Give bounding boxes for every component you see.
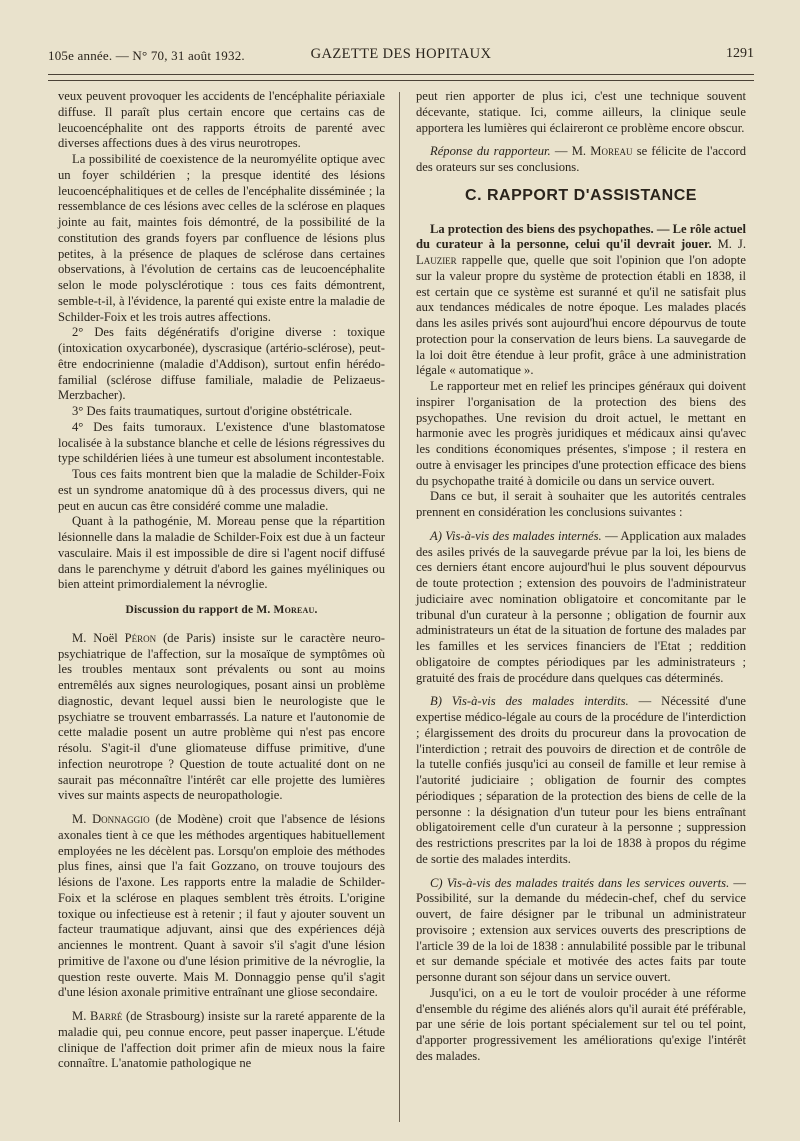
conclusion-b [416, 694, 746, 867]
conclusion-a-text: — Application aux malades des asiles privés de la sauvegarde prévue par la loi, les biens de ces derniers étant encore aujourd'hui le plus souvent dépourvus de toute protection ; extension des pouvoirs de l'administrateur judiciaire avec nomination obligatoire et concomitante par le tribunal d'un curateur à la personne ; obligation de fournir aux administrateurs un état de la situation de fortune des malades par les familles et les services financiers de l'Etat ; reddition obligatoire de comptes périodiques par les administrateurs ; gratuité des frais de procédure dans quelques cas déterminés. [416, 528, 746, 685]
spacer [58, 804, 385, 812]
conclusion-c-label: C) Vis-à-vis des malades traités dans les services ouverts. [430, 875, 730, 890]
paragraph: Quant à la pathogénie, M. Moreau pense que la répartition lésionnelle dans la maladie de Schilder-Foix est due à un facteur vasculaire. Mais il est impossible de dire si l'agent nocif diffusé dans le parenchyme y détruit d'abord les gaines myéliniques ou bien atteint primordialement la névroglie. [58, 514, 385, 592]
issue-info: 105e année. — N° 70, 31 août 1932. [48, 48, 245, 63]
conclusion-a [416, 529, 746, 687]
speaker-text: (de Paris) insiste sur le caractère neuro-psychiatrique de l'affection, sur la mosaïque de symptômes où les troubles mentaux sont prévalents ou sont au moins entremêlés aux signes neurologiques, posant ainsi un problème diagnostic, devant lequel aussi bien le neurologiste que le psychiatre se trouvent embarrassés. La nature et l'autonomie de cette maladie posent un autre problème qui n'est pas encore résolu. S'agit-il d'une gliomateuse diffuse primitive, d'une infection neurotrope ? Question de toute actualité dont on ne saurait pas méconnaître l'intérêt car elle projette des lumières vives sur maints aspects de neuropathologie. [58, 630, 385, 803]
header-rule [48, 74, 754, 81]
discussion-title-end: . [314, 604, 318, 616]
conclusion-b-label: B) Vis-à-vis des malades interdits. [430, 694, 629, 709]
journal-title: GAZETTE DES HOPITAUX [310, 46, 492, 62]
reply-name: Moreau [590, 144, 633, 159]
discussion-paragraph [58, 1009, 385, 1072]
spacer [58, 1001, 385, 1009]
paragraph: 3° Des faits traumatiques, surtout d'origine obstétricale. [72, 404, 353, 418]
discussion-title [58, 603, 385, 619]
paragraph: veux peuvent provoquer les accidents de l'encéphalite périaxiale diffuse. Il paraît plus certain encore que certains cas de leucoencéphalite ont des rapports étroits de parenté avec diverses affections dues à des virus neurotropes. [58, 89, 385, 151]
spacer [416, 521, 746, 529]
right-column [416, 89, 746, 1065]
conclusion-a-label: A) Vis-à-vis des malades internés. [430, 528, 602, 543]
speaker-name: Péron [124, 630, 157, 645]
discussion-paragraph [58, 812, 385, 1001]
section-title: C. RAPPORT D'ASSISTANCE [465, 186, 697, 204]
speaker-name: Barré [89, 1009, 123, 1023]
lead-text: rappelle que, quelle que soit l'opinion que l'on adopte sur la valeur propre du système de protection établi en 1838, il est certain que ce système est suranné et qu'il ne satisfait plus aux tendances médicales de notre époque. Les malades placés dans les asiles privés sont aujourd'hui encore dépourvus de toute protection pour la conservation de leurs biens. La sauvegarde de la loi doit être étendue à leur profit, grâce à une administration légale « automatique ». [416, 253, 746, 378]
discussion-title-name: Moreau [273, 604, 315, 616]
speaker-text: (de Strasbourg) insiste sur la rareté apparente de la maladie qui, peu connue encore, peut passer inaperçue. L'étude clinique de l'affection doit primer afin de mieux nous la faire connaître. L'anatomie pathologique ne [58, 1009, 385, 1071]
discussion-paragraph [58, 631, 385, 804]
conclusion-c [416, 876, 746, 986]
paragraph: La possibilité de coexistence de la neuromyélite optique avec un foyer schildérien ; la presque identité des lésions leucoencéphalitiques et de celles de l'encéphalite disséminée ; la ressemblance de ces lésions avec celles de la sclérose en plaques jointe au fait, maintes fois démontré, de la possibilité de la constitution des grands foyers par confluence de lésions plus petites, à la présence de plaques de sclérose dans certaines observations, à l'évolution de certains cas de leucoencéphalite selon le mode polysclérotique : tous ces faits démontrent, semble-t-il, à l'évidence, la parenté qui existe entre la maladie de Schilder-Foix et les trois autres affections. [58, 152, 385, 324]
discussion-title-text: Discussion du rapport de M. [125, 604, 274, 616]
paragraph: Dans ce but, il serait à souhaiter que les autorités centrales prennent en considération les conclusions suivantes : [416, 489, 746, 519]
reply-label: Réponse du rapporteur. [430, 144, 551, 159]
paragraph: peut rien apporter de plus ici, c'est une technique souvent décevante, statique. Ici, comme ailleurs, la clinique seule apportera les lumières qui éclaireront ce problème encore obscur. [416, 89, 746, 135]
spacer [416, 686, 746, 694]
paragraph: 2° Des faits dégénératifs d'origine diverse : toxique (intoxication oxycarbonée), dyscrasique (artério-sclérose), peut-être endocrinienne (maladie d'Addison), surtout enfin hérédo-familial (sclérose diffuse familiale, maladie de Pelizaeus-Merzbacher). [58, 325, 385, 403]
speaker-name: Donnaggio [92, 812, 150, 826]
lead-name: Lauzier [416, 253, 457, 267]
reply-prefix: — M. [550, 144, 591, 159]
left-column [58, 89, 385, 1072]
paragraph: Le rapporteur met en relief les principes généraux qui doivent inspirer l'organisation de la protection des biens des psychopathes. Une revision du droit actuel, le mettant en harmonie avec les progrès juridiques et médicaux ainsi qu'avec les conditions économiques présentes, s'impose ; il restera en outre à envisager les principes d'une protection efficace des biens du psychopathe traité à domicile ou dans un service ouvert. [416, 379, 746, 488]
paragraph: Jusqu'ici, on a eu le tort de vouloir procéder à une réforme d'ensemble du régime des aliénés alors qu'il aurait été préférable, par une série de lois portant spécialement sur tel ou tel point, d'apporter progressivement les améliorations qu'exige l'intérêt des malades. [416, 985, 746, 1063]
conclusion-b-text: — Nécessité d'une expertise médico-légale au cours de la procédure de l'interdiction ; élargissement des droits du procureur dans la provocation de l'interdiction ; retrait des pouvoirs de direction et de contrôle de la tutelle confiés jusqu'ici au conseil de famille et leur remise à l'autorité judiciaire ; obligation de fournir des comptes périodiques ; séparation de la protection des biens de celle de la personne : la désignation d'un tuteur pour les biens entraînant obligatoirement celle d'un curateur à la personne ; suppression des restrictions prescrites par la loi de 1838 à propos du régime de sortie des malades interdits. [416, 694, 746, 866]
speaker-text: (de Modène) croit que l'absence de lésions axonales tient à ce que les méthodes argentiques habituellement employées ne les décèlent pas. Lorsqu'on emploie des méthodes plus fines, ainsi que l'a fait Gozzano, on trouve toujours des lésions de l'axone. Les rapports entre la maladie de Schilder-Foix et la sclérose en plaques semblent très étroits. L'origine toxique ou infectieuse est à retenir ; il faut y ajouter souvent un facteur traumatique adjuvant, ainsi que des expériences déjà anciennes le montrent. Quant à savoir s'il s'agit d'une lésion primitive de l'axone ou d'une lésion primitive de la névroglie, la question reste ouverte. Mais M. Donnaggio pense qu'il s'agit d'une lésion axonale primitive entraînant une gliose secondaire. [58, 812, 385, 1000]
speaker-prefix: M. [72, 1009, 90, 1023]
speaker-prefix: M. [72, 812, 93, 826]
lead-paragraph [416, 222, 746, 380]
reply-text: se félicite de l'accord des orateurs sur ses conclusions. [416, 144, 746, 174]
reply-paragraph [416, 144, 746, 176]
spacer [416, 868, 746, 876]
paragraph: Tous ces faits montrent bien que la maladie de Schilder-Foix est un syndrome anatomique dû à des processus divers, qui ne peut en aucun cas être considéré comme une maladie. [58, 467, 385, 513]
speaker-prefix: M. Noël [72, 630, 125, 645]
column-separator [399, 92, 400, 1122]
spacer [416, 136, 746, 144]
paragraph: 4° Des faits tumoraux. L'existence d'une blastomatose localisée à la substance blanche et celle de lésions régressives du type schildérien liées à une tumeur est absolument incontestable. [58, 419, 385, 466]
page-number: 1291 [726, 46, 754, 61]
lead-prefix: M. J. [711, 237, 746, 252]
conclusion-c-text: — Possibilité, sur la demande du médecin-chef, chef du service ouvert, de faire désigner par le tribunal un administrateur provisoire ; extension aux services ouverts des prescriptions de l'article 39 de la loi de 1838 : annulabilité possible par le tribunal et sur demande spéciale et motivée des actes faits par toute personne durant son séjour dans un service ouvert. [416, 875, 746, 984]
page-header [48, 42, 754, 66]
lead-heading: La protection des biens des psychopathes. — Le rôle actuel du curateur à la personne, celui qu'il devrait jouer. [416, 221, 747, 252]
